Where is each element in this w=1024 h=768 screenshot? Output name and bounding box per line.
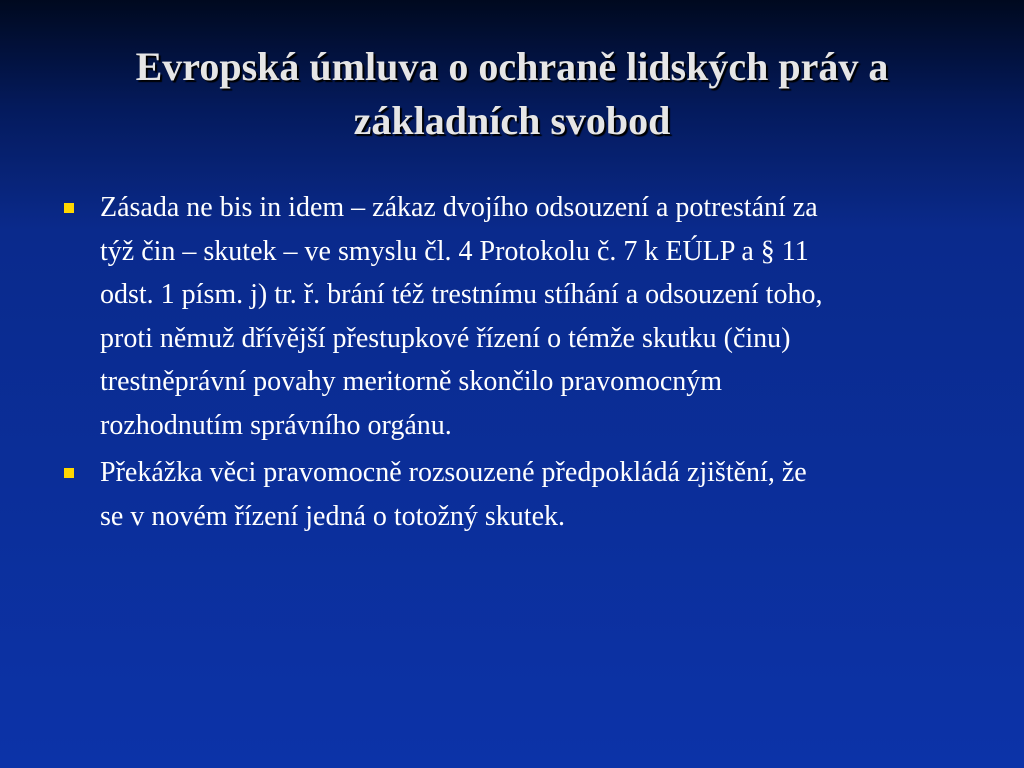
bullet-item-1 <box>62 186 972 447</box>
square-bullet-icon <box>64 203 74 213</box>
bullet-item-2 <box>62 451 972 538</box>
bullet-list <box>62 186 972 542</box>
slide-title-line-2: základních svobod <box>353 98 671 143</box>
bullet-1-line-4: proti němuž dřívější přestupkové řízení o témže skutku (činu) <box>100 322 791 354</box>
bullet-1-line-3: odst. 1 písm. j) tr. ř. brání též trestnímu stíhání a odsouzení toho, <box>100 279 823 310</box>
bullet-2-line-2: se v novém řízení jedná o totožný skutek. <box>100 500 565 532</box>
slide-title <box>40 40 984 148</box>
bullet-1-line-5: trestněprávní povahy meritorně skončilo pravomocným <box>100 366 723 397</box>
bullet-1-line-1: Zásada ne bis in idem – zákaz dvojího odsouzení a potrestání za <box>100 192 818 223</box>
bullet-2-line-1: Překážka věci pravomocně rozsouzené předpokládá zjištění, že <box>100 457 807 488</box>
slide-title-line-1: Evropská úmluva o ochraně lidských práv a <box>135 44 889 89</box>
bullet-1-line-2: týž čin – skutek – ve smyslu čl. 4 Protokolu č. 7 k EÚLP a § 11 <box>100 235 809 267</box>
square-bullet-icon <box>64 468 74 478</box>
bullet-1-line-6: rozhodnutím správního orgánu. <box>100 409 452 441</box>
